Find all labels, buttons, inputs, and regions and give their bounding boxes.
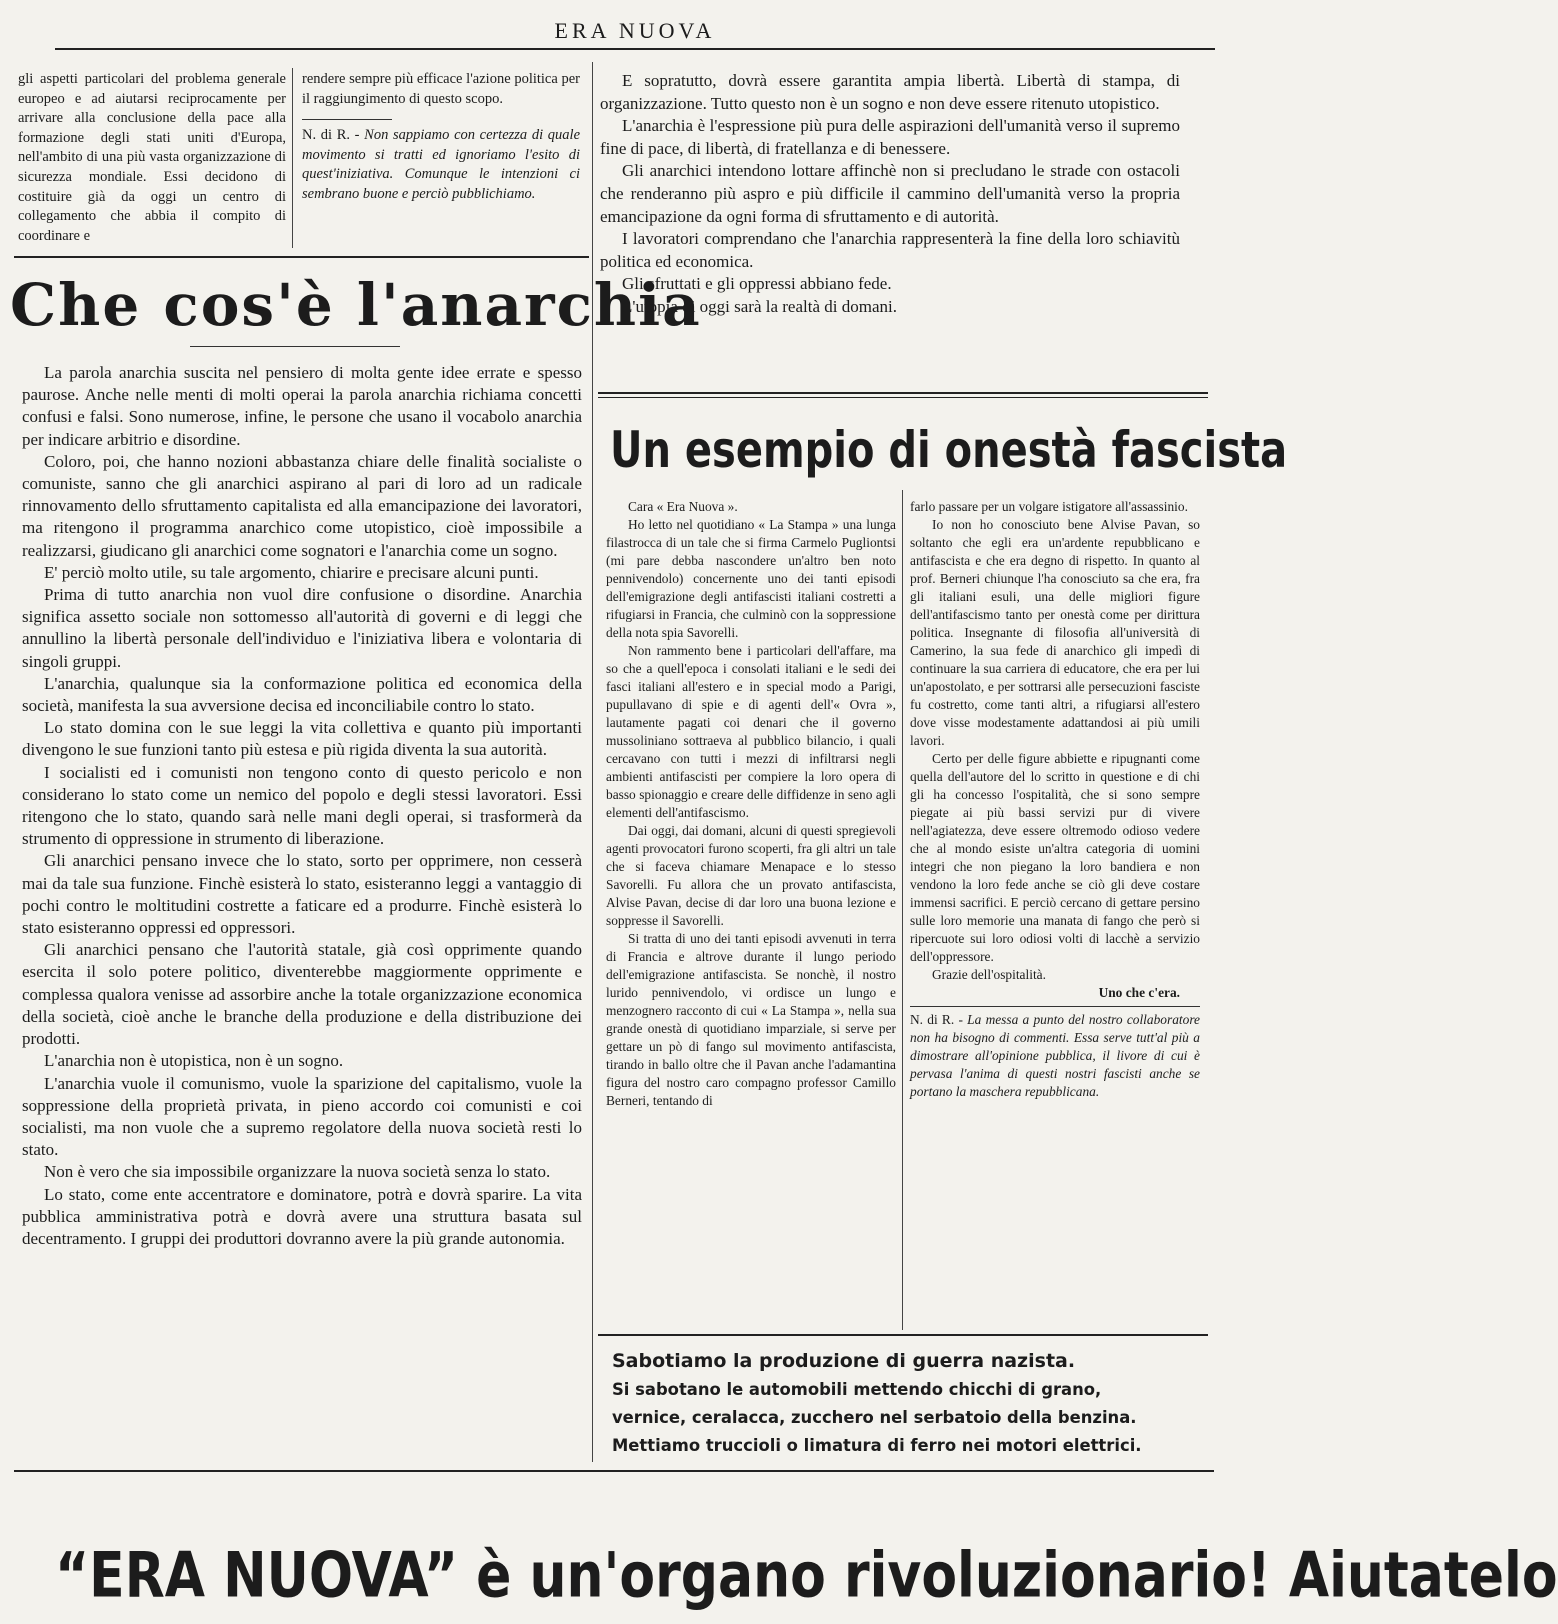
section-rule [598, 392, 1208, 394]
short-rule [302, 119, 392, 120]
paragraph: Dai oggi, dai domani, alcuni di questi spregievoli agenti provocatori furono scoperti, fra gli altri un tale che si faceva chiamare Menapace e lo stesso Savorelli. Fu allora che un provato antifascista, Alvise Pavan, decise di dar loro una buona lezione e soppresse il Savorelli. [606, 823, 896, 928]
paragraph: I lavoratori comprendano che l'anarchia rappresenterà la fine della loro schiavitù politica ed economica. [600, 229, 1180, 271]
sabotage-line: Si sabotano le automobili mettendo chicchi di grano, [612, 1380, 1102, 1399]
editor-note [910, 1011, 1200, 1101]
paragraph: Non rammento bene i particolari dell'affare, ma so che a quell'epoca i consolati italiani e le sedi dei fasci italiani all'estero e in special modo a Parigi, pupullavano di spie e di agenti dell'« Ovra », lautamente pagati coi denari che il governo mussoliniano sottraeva al pubblico bilancio, i quali cercavano con tutti i mezzi di infiltrarsi negli ambienti antifascisti per compiere la loro opera di basso spionaggio e creare delle diffidenze in seno agli elementi dell'antifascismo. [606, 643, 896, 820]
paragraph: L'utopia di oggi sarà la realtà di domani. [622, 296, 897, 316]
note-text: La messa a punto del nostro collaboratore non ha bisogno di commenti. Essa serve tutt'al più a dimostrare all'opinione pubblica, il livore di cui è pervasa l'anima di questi nostri fascisti anche se portano la maschera repubblicana. [910, 1012, 1200, 1099]
masthead: ERA NUOVA [55, 14, 1215, 50]
note-prefix: N. di R. - [910, 1012, 963, 1027]
sabotage-title: Sabotiamo la produzione di guerra nazista. [612, 1350, 1076, 1372]
paragraph: L'anarchia, qualunque sia la conformazione politica ed economica della società, manifesta la sua avversione decisa ed inconciliabile contro lo stato. [22, 673, 582, 716]
section-rule [598, 1334, 1208, 1336]
paragraph: La parola anarchia suscita nel pensiero di molta gente idee errate e spesso paurose. Anche nelle menti di molti operai la parola anarchia richiama concetti confusi e falsi. Sono numerose, infine, le persone che usano il vocabolo anarchia per indicare arbitrio e disordine. [22, 363, 582, 449]
top-left-col-1 [18, 70, 286, 246]
paragraph: gli aspetti particolari del problema generale europeo e ad aiutarsi reciprocamente per arrivare alla conclusione della pace alla formazione degli stati uniti d'Europa, nell'ambito di una più vasta organizzazione di sicurezza mondiale. Essi decidono di costituire già da oggi un centro di collegamento che abbia il compito di coordinare e [18, 71, 286, 244]
paragraph: Ho letto nel quotidiano « La Stampa » una lunga filastrocca di un tale che si firma Carmelo Pugliontsi (mi pare debba nascondere un'altro ben noto pennivendolo) concernente uno dei tanti episodi dell'emigrazione degli antifascisti italiani costretti a rifugiarsi in Francia, che culminò con la soppressione della nota spia Savorelli. [606, 517, 896, 640]
section-rule [14, 256, 589, 258]
paragraph: Si tratta di uno dei tanti episodi avvenuti in terra di Francia e altrove durante il lungo periodo dell'emigrazione antifascista. Se nonchè, il nostro lurido pennivendolo, vi ordisce un lungo e menzognero racconto di cui « La Stampa », nella sua grande onestà di quotidiano imparziale, si serve per gettare un pò di fango sul movimento antifascista, tirando in ballo oltre che il Pavan anche l'adamantina figura del nostro caro compagno professor Camillo Berneri, tentando di [606, 931, 896, 1108]
paragraph: E sopratutto, dovrà essere garantita ampia libertà. Libertà di stampa, di organizzazione. Tutto questo non è un sogno e non deve essere ritenuto utopistico. [600, 71, 1180, 113]
article-onesta-col-2 [910, 498, 1200, 1101]
paragraph: farlo passare per un volgare istigatore all'assassinio. [910, 499, 1188, 514]
sabotage-box [612, 1346, 1207, 1460]
paragraph: Coloro, poi, che hanno nozioni abbastanza chiare delle finalità socialiste o comuniste, sanno che gli anarchici aspirano al pari di loro ad un radicale rinnovamento dello sfruttamento capitalista ed alla emancipazione dei lavoratori, ma ritengono il programma anarchico come utopistico, cioè impossibile a realizzarsi, giudicano gli anarchici come sognatori e l'anarchia come un sogno. [22, 451, 582, 560]
paragraph: L'anarchia non è utopistica, non è un sogno. [44, 1051, 344, 1071]
article-onesta-col-1 [606, 498, 896, 1110]
sabotage-line: Mettiamo truccioli o limatura di ferro nei motori elettrici. [612, 1436, 1142, 1455]
paragraph: Lo stato, come ente accentratore e dominatore, potrà e dovrà sparire. La vita pubblica amministrativa potrà e dovrà avere una struttura basata sul decentramento. I gruppi dei produttori dovranno avere la più grande autonomia. [22, 1184, 582, 1248]
column-divider [902, 490, 903, 1330]
paragraph: L'anarchia vuole il comunismo, vuole la sparizione del capitalismo, vuole la soppressione della proprietà privata, in pieno accordo coi comunisti e coi socialisti, ma non vuole che a supremo regolatore della nuova società resti lo stato. [22, 1073, 582, 1160]
salutation: Cara « Era Nuova ». [628, 499, 738, 514]
paragraph: Gli anarchici intendono lottare affinchè non si precludano le strade con ostacoli che renderanno più aspro e più difficile il cammino dell'umanità verso la propria emancipazione da ogni forma di sfruttamento e di autorità. [600, 161, 1180, 226]
paragraph: L'anarchia è l'espressione più pura delle aspirazioni dell'umanità verso il supremo fine di pace, di libertà, di fratellanza e di benessere. [600, 116, 1180, 158]
headline-anarchia: Che cos'è l'anarchia [10, 271, 702, 339]
paragraph: Gli anarchici pensano invece che lo stato, sorto per opprimere, non cesserà mai da tale sua funzione. Finchè esisterà lo stato, esisteranno leggi a vantaggio di pochi contro le moltitudini costrette a faticare ed a produrre. Finchè esisterà lo stato esisteranno oppressi ed oppressori. [22, 851, 582, 938]
paragraph: Prima di tutto anarchia non vuol dire confusione o disordine. Anarchia significa assetto sociale non sottomesso all'autorità di governi e di leggi che annullino la libertà personale dell'individuo e l'iniziativa libera e volontaria di singoli gruppi. [22, 585, 582, 671]
bottom-banner: “ERA NUOVA” è un'organo rivoluzionario! Aiutatelo [55, 1540, 1558, 1612]
article-anarchia-body [22, 362, 582, 1250]
paragraph: Gli sfruttati e gli oppressi abbiano fede. [622, 274, 892, 294]
paragraph: Non è vero che sia impossibile organizzare la nuova società senza lo stato. [44, 1162, 551, 1182]
title-rule [190, 346, 400, 347]
sabotage-line: vernice, ceralacca, zucchero nel serbatoio della benzina. [612, 1408, 1137, 1427]
section-rule [598, 397, 1208, 398]
top-right-continuation [600, 70, 1180, 319]
column-divider [292, 68, 293, 248]
headline-onesta: Un esempio di onestà fascista [610, 422, 1288, 480]
signature: Uno che c'era. [1098, 985, 1180, 1000]
paragraph: rendere sempre più efficace l'azione politica per il raggiungimento di questo scopo. [302, 71, 580, 107]
top-left-col-2 [302, 70, 580, 205]
note-rule [910, 1006, 1200, 1007]
paragraph: Certo per delle figure abbiette e ripugnanti come quella dell'autore del lo scritto in questione e di chi gli ha concesso l'ospitalità, che si sono sempre piegate ai più bassi servizi pur di vivere nell'agiatezza, deve essere oltremodo odioso vedere che al mondo esiste un'altra categoria di uomini integri che non piegano la loro bandiera e non vendono la loro fede anche se ciò gli deve costare immensi sacrifici. E perciò cercano di gettare persino sulle loro memorie una manata di fango che però si ripercuote sui loro odiosi volti di lacchè a servizio dell'oppressore. [910, 751, 1200, 964]
paragraph: Io non ho conosciuto bene Alvise Pavan, so soltanto che egli era un'ardente repubblicano e antifascista e che era degno di rispetto. In quanto al prof. Berneri chiunque l'ha conosciuto sa che era, fra gli italiani esuli, una delle migliori figure dell'antifascismo tanto per onestà come per dirittura politica. Insegnante di filosofia all'università di Camerino, la sua fede di anarchico gli impedì di continuare la sua carriera di educatore, che era per lui un'apostolato, e per sottrarsi alle persecuzioni fasciste fu costretto, come tanti altri, a rifugiarsi all'estero dove visse modestamente adattandosi ai più umili lavori. [910, 517, 1200, 748]
editor-note [302, 126, 580, 204]
bottom-rule [14, 1470, 1214, 1472]
note-prefix: N. di R. - [302, 127, 360, 144]
note-text: Non sappiamo con certezza di quale movimento si tratti ed ignoriamo l'esito di quest'iniziativa. Comunque le intenzioni ci sembrano buone e perciò pubblichiamo. [302, 127, 581, 202]
paragraph: Lo stato domina con le sue leggi la vita collettiva e quanto più importanti divengono le sue funzioni tanto più estesa e più rigida diventa la sua autorità. [22, 718, 582, 760]
paragraph: I socialisti ed i comunisti non tengono conto di questo pericolo e non considerano lo stato come un nemico del popolo e degli stessi lavoratori. Essi ritengono che lo stato, quando sarà nelle mani degli operai, si trasformerà da strumento di oppressione in strumento di liberazione. [22, 762, 582, 849]
paragraph: Grazie dell'ospitalità. [932, 967, 1046, 982]
paragraph: E' perciò molto utile, su tale argomento, chiarire e precisare alcuni punti. [44, 562, 539, 582]
paragraph: Gli anarchici pensano che l'autorità statale, già così opprimente quando esercita il solo potere politico, diventerebbe maggiormente opprimente e complessa qualora venisse ad assorbire anche la totale organizzazione economica della società, cioè anche le branche della produzione e della distribuzione dei prodotti. [22, 940, 582, 1049]
